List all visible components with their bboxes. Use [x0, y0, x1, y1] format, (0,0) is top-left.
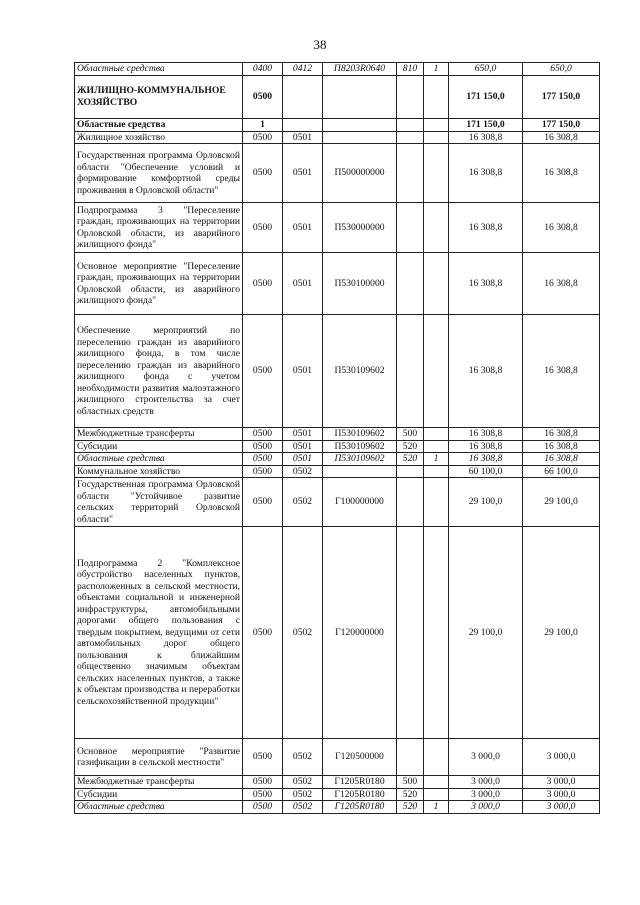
cell-expense-type [397, 253, 424, 315]
cell-target-article: Г120500000 [323, 739, 397, 776]
cell-name: Жилищное хозяйство [75, 131, 243, 144]
cell-section: 0500 [243, 253, 283, 315]
cell-amount-year-2: 3 000,0 [523, 801, 600, 814]
cell-source [424, 203, 449, 253]
cell-amount-year-1: 3 000,0 [449, 739, 523, 776]
cell-expense-type [397, 465, 424, 478]
cell-section: 0500 [243, 144, 283, 203]
cell-expense-type: 810 [397, 63, 424, 76]
cell-target-article: П500000000 [323, 144, 397, 203]
cell-target-article: П8203R0640 [323, 63, 397, 76]
cell-source [424, 118, 449, 131]
cell-section: 0500 [243, 478, 283, 527]
cell-section: 0500 [243, 440, 283, 453]
cell-source [424, 776, 449, 789]
cell-amount-year-2: 650,0 [523, 63, 600, 76]
cell-target-article: Г100000000 [323, 478, 397, 527]
cell-target-article: П530109602 [323, 315, 397, 428]
cell-expense-type [397, 75, 424, 118]
cell-subsection: 0501 [283, 144, 323, 203]
cell-subsection: 0501 [283, 203, 323, 253]
cell-target-article: Г1205R0180 [323, 801, 397, 814]
cell-amount-year-1: 16 308,8 [449, 428, 523, 441]
cell-amount-year-1: 29 100,0 [449, 478, 523, 527]
cell-amount-year-2: 16 308,8 [523, 440, 600, 453]
table-row [75, 253, 600, 315]
cell-amount-year-1: 16 308,8 [449, 315, 523, 428]
cell-source [424, 465, 449, 478]
table-row [75, 739, 600, 776]
cell-target-article [323, 131, 397, 144]
cell-subsection: 0502 [283, 465, 323, 478]
cell-amount-year-2: 29 100,0 [523, 478, 600, 527]
cell-target-article: Г1205R0180 [323, 788, 397, 801]
cell-name: Межбюджетные трансферты [75, 776, 243, 789]
cell-amount-year-2: 16 308,8 [523, 131, 600, 144]
cell-section: 0500 [243, 131, 283, 144]
cell-name: Областные средства [75, 453, 243, 466]
table-row [75, 315, 600, 428]
cell-amount-year-1: 29 100,0 [449, 527, 523, 739]
cell-source: 1 [424, 453, 449, 466]
cell-amount-year-1: 16 308,8 [449, 440, 523, 453]
cell-expense-type: 520 [397, 453, 424, 466]
cell-subsection: 0501 [283, 253, 323, 315]
cell-amount-year-1: 3 000,0 [449, 788, 523, 801]
cell-target-article: П530109602 [323, 440, 397, 453]
cell-subsection: 0501 [283, 428, 323, 441]
table-row [75, 203, 600, 253]
cell-source [424, 144, 449, 203]
cell-section: 0500 [243, 203, 283, 253]
cell-target-article [323, 118, 397, 131]
cell-name: ЖИЛИЩНО-КОММУНАЛЬНОЕ ХОЗЯЙСТВО [75, 75, 243, 118]
cell-amount-year-1: 3 000,0 [449, 776, 523, 789]
table-row [75, 453, 600, 466]
table-row [75, 776, 600, 789]
cell-section: 0500 [243, 776, 283, 789]
cell-amount-year-2: 16 308,8 [523, 253, 600, 315]
cell-expense-type [397, 315, 424, 428]
cell-subsection: 0502 [283, 478, 323, 527]
cell-section: 0500 [243, 428, 283, 441]
cell-expense-type [397, 478, 424, 527]
cell-amount-year-2: 29 100,0 [523, 527, 600, 739]
cell-name: Подпрограмма 3 "Переселение граждан, проживающих на территории Орловской области, из аварийного жилищного фонда" [75, 203, 243, 253]
cell-subsection: 0501 [283, 453, 323, 466]
cell-target-article: П530109602 [323, 428, 397, 441]
cell-subsection: 0412 [283, 63, 323, 76]
cell-subsection: 0501 [283, 315, 323, 428]
cell-subsection: 0501 [283, 440, 323, 453]
cell-expense-type [397, 739, 424, 776]
table-row [75, 478, 600, 527]
cell-expense-type [397, 527, 424, 739]
table-row [75, 440, 600, 453]
cell-name: Межбюджетные трансферты [75, 428, 243, 441]
cell-section: 0500 [243, 801, 283, 814]
cell-section: 0500 [243, 739, 283, 776]
cell-subsection: 0502 [283, 801, 323, 814]
cell-section: 0500 [243, 75, 283, 118]
table-row [75, 788, 600, 801]
cell-expense-type: 500 [397, 776, 424, 789]
cell-source [424, 788, 449, 801]
cell-amount-year-2: 16 308,8 [523, 428, 600, 441]
cell-section: 0500 [243, 453, 283, 466]
cell-amount-year-2: 16 308,8 [523, 144, 600, 203]
cell-section: 0400 [243, 63, 283, 76]
cell-subsection: 0502 [283, 788, 323, 801]
cell-expense-type: 520 [397, 788, 424, 801]
table-row [75, 75, 600, 118]
cell-name: Областные средства [75, 801, 243, 814]
cell-section: 0500 [243, 788, 283, 801]
cell-amount-year-1: 650,0 [449, 63, 523, 76]
cell-subsection [283, 75, 323, 118]
cell-name: Обеспечение мероприятий по переселению граждан из аварийного жилищного фонда, в том числе переселению граждан из аварийного жилищного фонда с учетом необходимости развития малоэтажного жилищного строительства за счет областных средств [75, 315, 243, 428]
cell-source: 1 [424, 63, 449, 76]
cell-amount-year-1: 3 000,0 [449, 801, 523, 814]
cell-name: Областные средства [75, 63, 243, 76]
cell-amount-year-2: 3 000,0 [523, 739, 600, 776]
cell-amount-year-1: 171 150,0 [449, 118, 523, 131]
table-row [75, 465, 600, 478]
table-row [75, 118, 600, 131]
cell-amount-year-2: 177 150,0 [523, 118, 600, 131]
cell-expense-type [397, 203, 424, 253]
cell-amount-year-2: 177 150,0 [523, 75, 600, 118]
table-row [75, 63, 600, 76]
cell-target-article [323, 465, 397, 478]
table-row [75, 801, 600, 814]
cell-amount-year-1: 16 308,8 [449, 203, 523, 253]
cell-source [424, 253, 449, 315]
cell-source [424, 131, 449, 144]
cell-name: Коммунальное хозяйство [75, 465, 243, 478]
cell-amount-year-1: 16 308,8 [449, 144, 523, 203]
cell-expense-type [397, 131, 424, 144]
cell-amount-year-2: 16 308,8 [523, 203, 600, 253]
cell-subsection [283, 118, 323, 131]
cell-section: 1 [243, 118, 283, 131]
cell-target-article: Г1205R0180 [323, 776, 397, 789]
cell-expense-type: 500 [397, 428, 424, 441]
cell-source [424, 315, 449, 428]
cell-amount-year-2: 3 000,0 [523, 776, 600, 789]
cell-source [424, 527, 449, 739]
cell-target-article [323, 75, 397, 118]
table-row [75, 527, 600, 739]
cell-source [424, 75, 449, 118]
cell-section: 0500 [243, 315, 283, 428]
cell-subsection: 0502 [283, 739, 323, 776]
cell-source: 1 [424, 801, 449, 814]
cell-target-article: П530109602 [323, 453, 397, 466]
cell-name: Государственная программа Орловской области "Устойчивое развитие сельских территорий Орловской области" [75, 478, 243, 527]
cell-name: Основное мероприятие "Переселение граждан, проживающих на территории Орловской области, из аварийного жилищного фонда" [75, 253, 243, 315]
cell-expense-type: 520 [397, 440, 424, 453]
cell-name: Государственная программа Орловской области "Обеспечение условий и формирование комфортной среды проживания в Орловской области" [75, 144, 243, 203]
cell-name: Основное мероприятие "Развитие газификации в сельской местности" [75, 739, 243, 776]
table-row [75, 131, 600, 144]
cell-subsection: 0501 [283, 131, 323, 144]
cell-source [424, 428, 449, 441]
cell-name: Субсидии [75, 440, 243, 453]
cell-amount-year-1: 171 150,0 [449, 75, 523, 118]
cell-target-article: Г120000000 [323, 527, 397, 739]
cell-name: Областные средства [75, 118, 243, 131]
page-number: 38 [313, 37, 327, 52]
cell-name: Подпрограмма 2 "Комплексное обустройство населенных пунктов, расположенных в сельской местности, объектами социальной и инженерной инфраструктуры, автомобильными дорогами общего пользования с твердым покрытием, ведущими от сети автомобильных дорог общего пользования к ближайшим общественно значимым объектам сельских населенных пунктов, а также к объектам производства и переработки сельскохозяйственной продукции" [75, 527, 243, 739]
cell-amount-year-2: 66 100,0 [523, 465, 600, 478]
cell-source [424, 478, 449, 527]
cell-expense-type: 520 [397, 801, 424, 814]
cell-target-article: П530000000 [323, 203, 397, 253]
cell-name: Субсидии [75, 788, 243, 801]
cell-expense-type [397, 118, 424, 131]
cell-amount-year-1: 16 308,8 [449, 131, 523, 144]
cell-subsection: 0502 [283, 776, 323, 789]
cell-amount-year-2: 3 000,0 [523, 788, 600, 801]
cell-amount-year-2: 16 308,8 [523, 453, 600, 466]
cell-section: 0500 [243, 465, 283, 478]
cell-source [424, 440, 449, 453]
budget-table [74, 62, 600, 814]
cell-source [424, 739, 449, 776]
cell-section: 0500 [243, 527, 283, 739]
table-row [75, 428, 600, 441]
cell-amount-year-2: 16 308,8 [523, 315, 600, 428]
cell-amount-year-1: 16 308,8 [449, 453, 523, 466]
cell-amount-year-1: 16 308,8 [449, 253, 523, 315]
cell-subsection: 0502 [283, 527, 323, 739]
table-row [75, 144, 600, 203]
cell-target-article: П530100000 [323, 253, 397, 315]
cell-expense-type [397, 144, 424, 203]
cell-amount-year-1: 60 100,0 [449, 465, 523, 478]
